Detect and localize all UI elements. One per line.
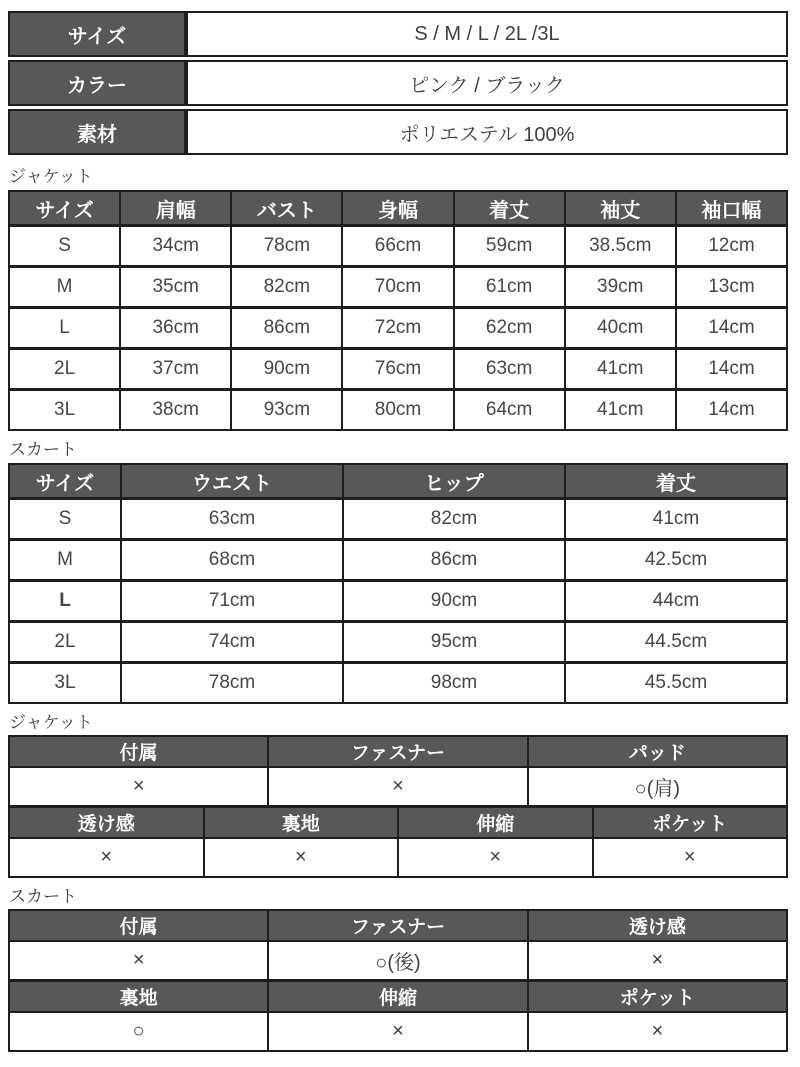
header-cell: ウエスト <box>121 464 343 499</box>
value-cell: ○ <box>9 1012 268 1051</box>
section-label-skirt-size: スカート <box>9 440 77 459</box>
value-cell: 14cm <box>676 349 787 390</box>
table-row <box>9 226 787 267</box>
value-cell: 80cm <box>342 390 453 431</box>
value-cell: 44.5cm <box>565 622 787 663</box>
info-label-color: カラー <box>8 60 186 106</box>
value-cell: ○(肩) <box>528 767 787 806</box>
header-cell: 裏地 <box>9 981 268 1012</box>
header-cell: 透け感 <box>9 807 204 838</box>
value-cell: 68cm <box>121 540 343 581</box>
jacket-spec-table-top <box>8 735 788 807</box>
value-cell: 93cm <box>231 390 342 431</box>
jacket-size-table <box>8 190 788 431</box>
value-cell: × <box>9 767 268 806</box>
value-cell: 86cm <box>231 308 342 349</box>
table-row <box>9 1012 787 1051</box>
value-cell: 95cm <box>343 622 565 663</box>
header-row <box>9 910 787 941</box>
value-cell: × <box>528 1012 787 1051</box>
value-cell: 44cm <box>565 581 787 622</box>
table-row <box>9 663 787 704</box>
info-value-material: ポリエステル 100% <box>186 109 788 155</box>
value-cell: 66cm <box>342 226 453 267</box>
value-cell: 70cm <box>342 267 453 308</box>
size-cell: L <box>9 308 120 349</box>
value-cell: 38cm <box>120 390 231 431</box>
skirt-spec-table-bottom <box>8 980 788 1052</box>
header-row <box>9 464 787 499</box>
value-cell: × <box>268 767 527 806</box>
size-cell: S <box>9 226 120 267</box>
header-cell: バスト <box>231 191 342 226</box>
header-row <box>9 736 787 767</box>
header-cell: 伸縮 <box>398 807 593 838</box>
value-cell: 12cm <box>676 226 787 267</box>
jacket-spec-table-bottom <box>8 806 788 878</box>
value-cell: 78cm <box>121 663 343 704</box>
info-label-material: 素材 <box>8 109 186 155</box>
section-label-jacket-spec: ジャケット <box>9 713 93 732</box>
value-cell: 90cm <box>231 349 342 390</box>
header-cell: 身幅 <box>342 191 453 226</box>
header-cell: 着丈 <box>565 464 787 499</box>
value-cell: 38.5cm <box>565 226 676 267</box>
header-cell: 透け感 <box>528 910 787 941</box>
value-cell: ○(後) <box>268 941 527 980</box>
table-row <box>9 267 787 308</box>
header-row <box>9 807 787 838</box>
value-cell: 36cm <box>120 308 231 349</box>
value-cell: 40cm <box>565 308 676 349</box>
header-cell: ファスナー <box>268 910 527 941</box>
value-cell: 71cm <box>121 581 343 622</box>
table-row <box>9 622 787 663</box>
header-cell: 着丈 <box>454 191 565 226</box>
value-cell: 14cm <box>676 308 787 349</box>
size-cell: 3L <box>9 390 120 431</box>
value-cell: 35cm <box>120 267 231 308</box>
value-cell: × <box>204 838 399 877</box>
header-cell: ポケット <box>528 981 787 1012</box>
header-cell: ヒップ <box>343 464 565 499</box>
value-cell: 34cm <box>120 226 231 267</box>
value-cell: 63cm <box>454 349 565 390</box>
table-row <box>9 499 787 540</box>
size-cell: S <box>9 499 121 540</box>
info-value-color: ピンク / ブラック <box>186 60 788 106</box>
table-row <box>8 60 788 106</box>
value-cell: 41cm <box>565 349 676 390</box>
header-cell: 袖丈 <box>565 191 676 226</box>
size-cell: 2L <box>9 349 120 390</box>
value-cell: 86cm <box>343 540 565 581</box>
info-label-size: サイズ <box>8 11 186 57</box>
value-cell: 41cm <box>565 390 676 431</box>
table-row <box>9 540 787 581</box>
header-row <box>9 981 787 1012</box>
value-cell: 62cm <box>454 308 565 349</box>
header-cell: ポケット <box>593 807 788 838</box>
size-cell: 3L <box>9 663 121 704</box>
header-cell: サイズ <box>9 464 121 499</box>
value-cell: 39cm <box>565 267 676 308</box>
table-row <box>9 390 787 431</box>
header-cell: 肩幅 <box>120 191 231 226</box>
skirt-size-table <box>8 463 788 704</box>
header-cell: 袖口幅 <box>676 191 787 226</box>
header-cell: パッド <box>528 736 787 767</box>
value-cell: 78cm <box>231 226 342 267</box>
value-cell: 76cm <box>342 349 453 390</box>
header-cell: 付属 <box>9 736 268 767</box>
table-row <box>9 767 787 806</box>
value-cell: 42.5cm <box>565 540 787 581</box>
value-cell: 41cm <box>565 499 787 540</box>
size-cell: L <box>9 581 121 622</box>
value-cell: 74cm <box>121 622 343 663</box>
skirt-spec-table-top <box>8 909 788 981</box>
value-cell: × <box>9 941 268 980</box>
value-cell: 59cm <box>454 226 565 267</box>
value-cell: 82cm <box>231 267 342 308</box>
value-cell: × <box>268 1012 527 1051</box>
table-row <box>9 308 787 349</box>
size-cell: M <box>9 267 120 308</box>
size-cell: 2L <box>9 622 121 663</box>
table-row <box>9 581 787 622</box>
header-cell: 付属 <box>9 910 268 941</box>
value-cell: 72cm <box>342 308 453 349</box>
info-value-size: S / M / L / 2L /3L <box>186 11 788 57</box>
table-row <box>9 349 787 390</box>
section-label-jacket-size: ジャケット <box>9 167 93 186</box>
value-cell: 63cm <box>121 499 343 540</box>
value-cell: 82cm <box>343 499 565 540</box>
value-cell: × <box>528 941 787 980</box>
size-cell: M <box>9 540 121 581</box>
value-cell: 14cm <box>676 390 787 431</box>
value-cell: 61cm <box>454 267 565 308</box>
header-cell: 裏地 <box>204 807 399 838</box>
table-row <box>8 11 788 57</box>
value-cell: 98cm <box>343 663 565 704</box>
header-cell: 伸縮 <box>268 981 527 1012</box>
header-row <box>9 191 787 226</box>
value-cell: 37cm <box>120 349 231 390</box>
value-cell: 45.5cm <box>565 663 787 704</box>
table-row <box>9 838 787 877</box>
table-row <box>8 109 788 155</box>
value-cell: 64cm <box>454 390 565 431</box>
section-label-skirt-spec: スカート <box>9 887 77 906</box>
product-info-table <box>8 8 788 158</box>
value-cell: × <box>9 838 204 877</box>
table-row <box>9 941 787 980</box>
header-cell: ファスナー <box>268 736 527 767</box>
header-cell: サイズ <box>9 191 120 226</box>
value-cell: 13cm <box>676 267 787 308</box>
value-cell: × <box>398 838 593 877</box>
value-cell: 90cm <box>343 581 565 622</box>
value-cell: × <box>593 838 788 877</box>
